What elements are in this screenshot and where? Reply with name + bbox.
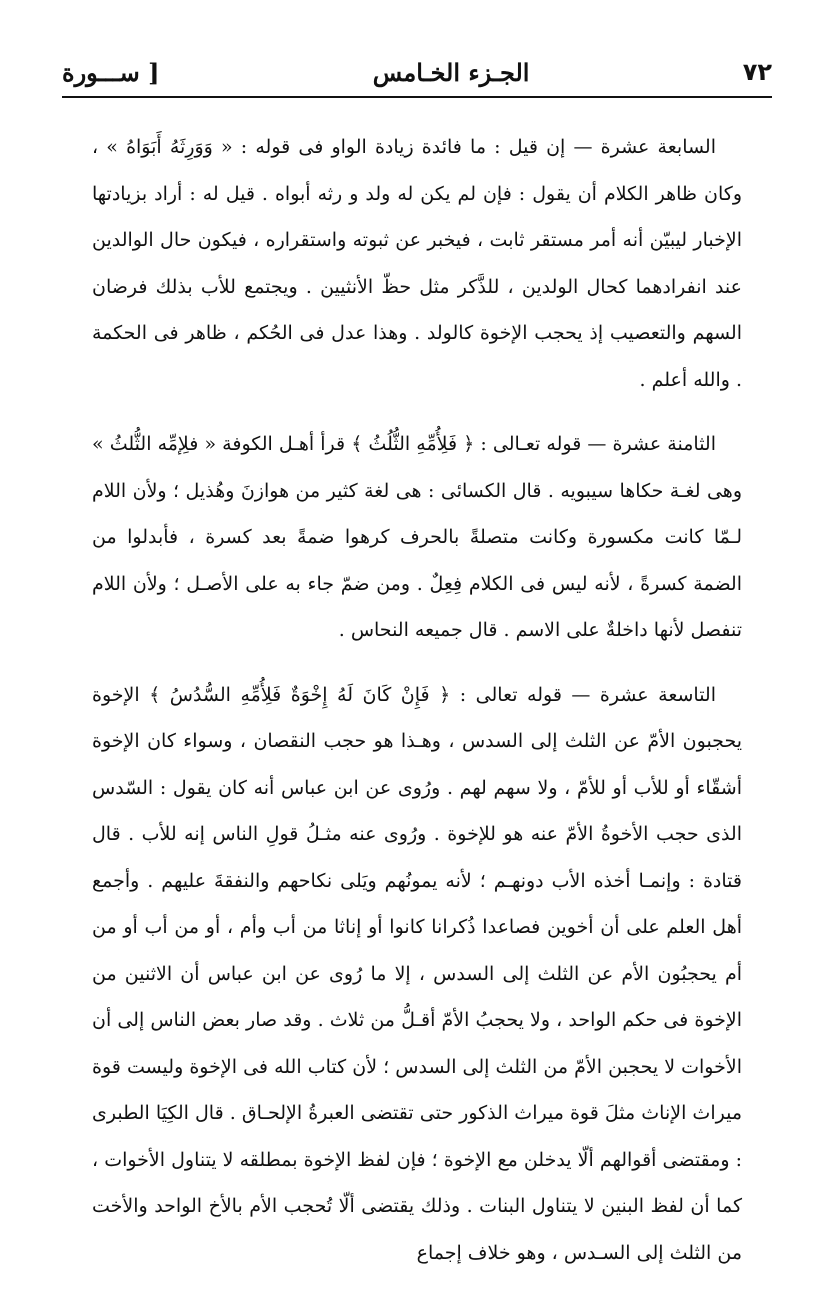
paragraph-seventeenth: السابعة عشرة — إن قيل : ما فائدة زيادة الواو فى قوله : « وَوَرِثَهُ أَبَوَاهُ » ، وكان ظاهر الكلام أن يقول : فإن لم يكن له ولد و رثه أبواه . قيل له : أراد بزيادتها الإخبار ليبيّن أنه أمر مستقر ثابت ، فيخبر عن ثبوته واستقراره ، فيكون حال الوالدين عند انفرادهما كحال الولدين ، للذَّكر مثل حظّ الأنثيين . ويجتمع للأب بذلك فرضان السهم والتعصيب إذ يحجب الإخوة كالولد . وهذا عدل فى الحُكم ، ظاهر فى الحكمة . والله أعلم . [92, 136, 742, 391]
page-number: ٧٢ [742, 58, 772, 86]
paragraph-nineteenth: التاسعة عشرة — قوله تعالى : ﴿ فَإِنْ كَانَ لَهُ إِخْوَةٌ فَلِأُمِّهِ السُّدُسُ ﴾ الإخوة يحجبون الأمّ عن الثلث إلى السدس ، وهـذا هو حجب النقصان ، وسواء كان الإخوة أشقّاء أو للأب أو للأمّ ، ولا سهم لهم . ورُوى عن ابن عباس أنه كان يقول : السّدس الذى حجب الأخوةُ الأمّ عنه هو للإخوة . ورُوى عنه مثـلُ قولِ الناس إنه للأب . قال قتادة : وإنمـا أخذه الأب دونهـم ؛ لأنه يمونُهم ويَلى نكاحهم والنفقةَ عليهم . وأجمع أهل العلم على أن أخوين فصاعدا ذُكرانا كانوا أو إناثا من أب وأم ، أو من أب أو من أم يحجبُون الأم عن الثلث إلى السدس ، إلا ما رُوى عن ابن عباس أن الاثنين من الإخوة فى حكم الواحد ، ولا يحجبُ الأمّ أقـلُّ من ثلاث . وقد صار بعض الناس إلى أن الأخوات لا يحجبن الأمّ من الثلث إلى السدس ؛ لأن كتاب الله فى الإخوة وليست قوة ميراث الإناث مثلَ قوة ميراث الذكور حتى تقتضى العبرةُ الإلحـاق . قال الكِيَا الطبرى : ومقتضى أقوالهم ألّا يدخلن مع الإخوة ؛ فإن لفظ الإخوة بمطلقه لا يتناول الأخوات ، كما أن لفظ البنين لا يتناول البنات . وذلك يقتضى ألّا تُحجب الأم بالأخ الواحد والأخت من الثلث إلى السـدس ، وهو خلاف إجماع [92, 683, 743, 1264]
page-header [62, 50, 772, 94]
page-body [92, 124, 742, 1294]
running-title: الجـزء الخـامس [372, 57, 530, 87]
surah-label: [ ســـورة [62, 57, 160, 87]
header-rule [62, 96, 772, 98]
paragraph-eighteenth: الثامنة عشرة — قوله تعـالى : ﴿ فَلِأُمِّهِ الثُّلُثُ ﴾ قرأ أهـل الكوفة « فلِإمِّه الثُّلثُ » وهى لغـة حكاها سيبويه . قال الكسائى : هى لغة كثير من هوازنَ وهُذيل ؛ ولأن اللام لـمّا كانت مكسورة وكانت متصلةً بالحرف كرهوا ضمةً بعد كسرة ، فأبدلوا من الضمة كسرةً ، لأنه ليس فى الكلام فِعِلٌ . ومن ضمّ جاء به على الأصـل ؛ ولأن اللام تنفصل لأنها داخلةٌ على الاسم . قال جميعه النحاس . [92, 433, 742, 641]
